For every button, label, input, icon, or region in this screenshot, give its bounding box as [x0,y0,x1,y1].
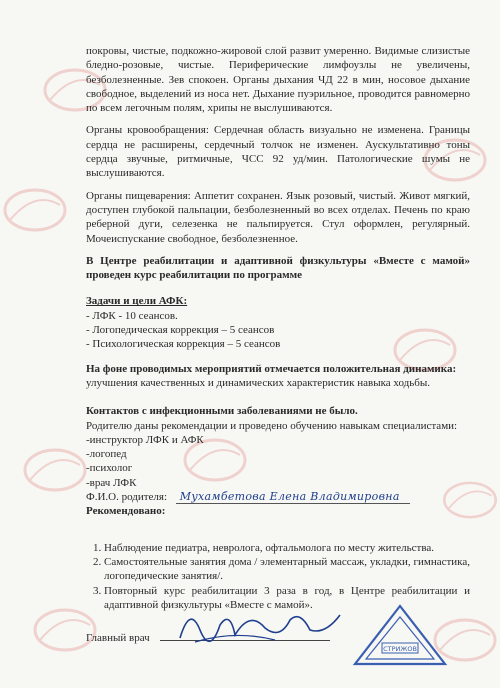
chief-doctor-label: Главный врач [86,632,150,644]
watermark-logo [20,440,90,500]
triangle-stamp [352,603,448,667]
dynamics-text: улучшения качественных и динамических характеристик навыка ходьбы. [86,376,431,389]
task-item: - ЛФК - 10 сеансов. [86,309,178,322]
svg-text:СТРИЖОВ: СТРИЖОВ [383,645,417,653]
recommendation-item: 2. Самостоятельные занятия дома / элементарный массаж, укладки, гимнастика, логопедические занятия/. [104,555,470,584]
watermark-logo [0,180,70,240]
parent-label: Ф.И.О. родителя: [86,491,168,504]
specialist-item: -врач ЛФК [86,476,137,489]
exam-paragraph-digestion: Органы пищеварения: Аппетит сохранен. Язык розовый, чистый. Живот мягкий, доступен глубокой пальпации, безболезненный во всех отделах. Печень по краю реберной дуги, селезенка не пальпируется. Стул оформлен, регулярный. Мочеиспускание свободное, безболезненное. [86,189,470,245]
recommendation-item: 3. Повторный курс реабилитации 3 раза в год, в Центре реабилитации и адаптивной физкультуры «Вместе с мамой». [104,584,470,613]
specialist-item: -логопед [86,448,127,461]
doctor-signature [175,600,345,650]
tasks-list [86,309,470,352]
exam-paragraph-skin: покровы, чистые, подкожно-жировой слой развит умеренно. Видимые слизистые бледно-розовые, чистые. Периферические лимфоузлы не увеличены, безболезненные. Зев спокоен. Органы дыхания ЧД 22 в мин, носовое дыхание свободное, выделений из носа нет. Дыхание пуэрильное, проводится равномерно по всем легочным полям, хрипы не выслушиваются. [86,45,470,115]
task-item: - Логопедическая коррекция – 5 сеансов [86,324,275,337]
specialist-item: -инструктор ЛФК и АФК [86,433,204,446]
recommendations-heading: Рекомендовано: [86,505,166,518]
contacts-heading: Контактов с инфекционными заболеваниями не было. [86,405,358,418]
specialists-list [86,433,470,490]
parent-line [86,490,470,504]
exam-paragraph-circulation: Органы кровообращения: Сердечная область визуально не изменена. Границы сердца не расширены, сердечный толчок не изменен. Аускультативно тоны сердца звучные, ритмичные, ЧСС 92 уд/мин. Патологические шумы не выслушиваются. [86,124,470,180]
dynamics-heading: На фоне проводимых мероприятий отмечается положительная динамика: [86,362,457,375]
specialist-item: -психолог [86,462,133,475]
document-body [86,44,470,612]
tasks-heading: Задачи и цели АФК: [86,295,188,308]
contacts-text: Родителю даны рекомендации и проведено обучению навыкам специалистами: [86,419,458,432]
task-item: - Психологическая коррекция – 5 сеансов [86,338,281,351]
recommendation-item: 1. Наблюдение педиатра, невролога, офтальмолога по месту жительства. [104,541,470,555]
parent-signature: Мухамбетова Елена Владимировна [176,490,410,504]
course-heading: В Центре реабилитации и адаптивной физкультуры «Вместе с мамой» проведен курс реабилитации по программе [86,254,470,282]
